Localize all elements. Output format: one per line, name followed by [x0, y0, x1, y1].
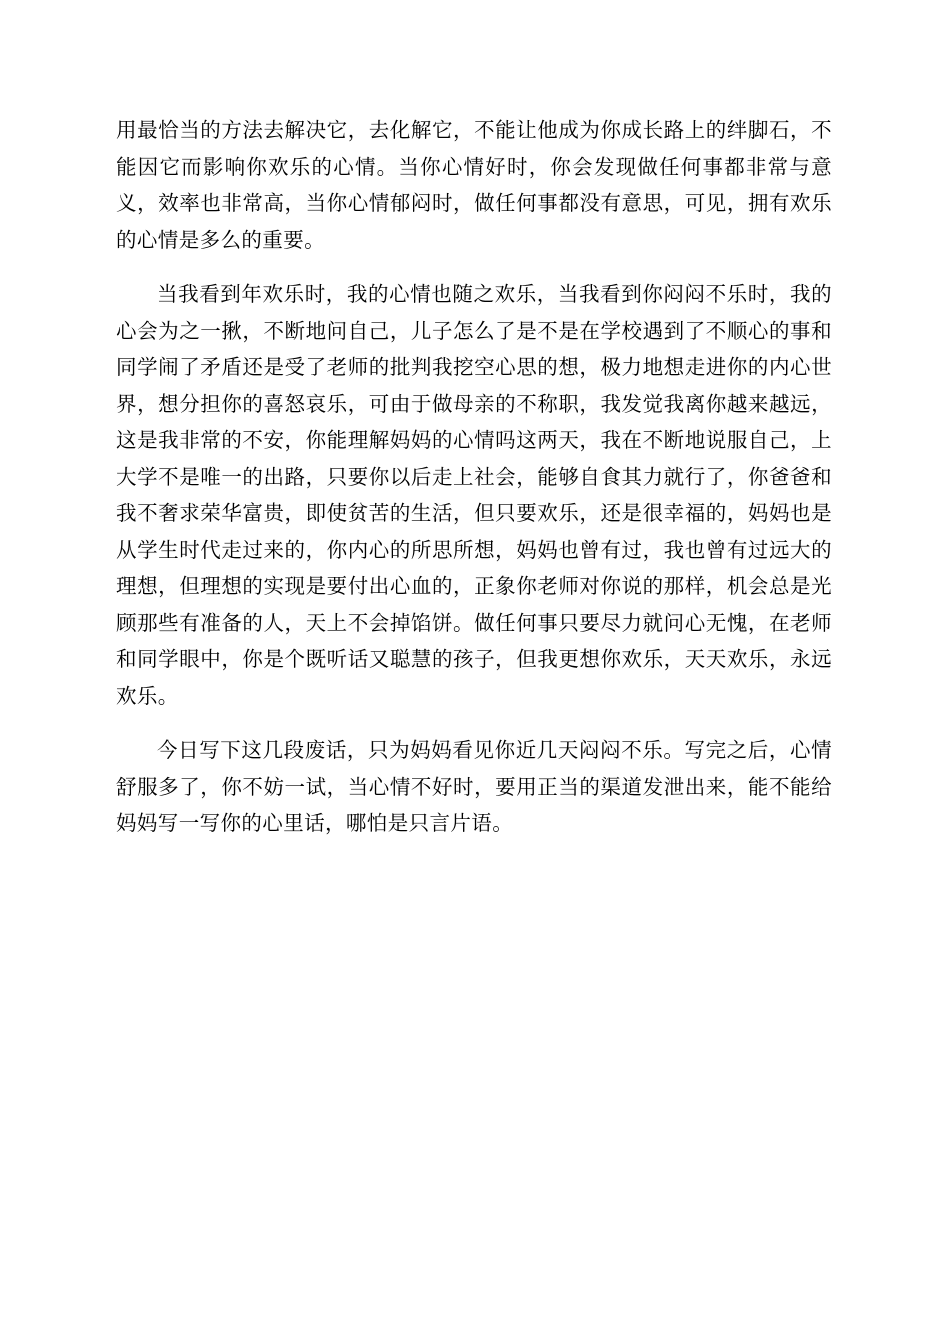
- paragraph-1: 用最恰当的方法去解决它，去化解它，不能让他成为你成长路上的绊脚石，不能因它而影响你欢乐的心情。当你心情好时，你会发现做任何事都非常与意义，效率也非常高，当你心情郁闷时，做任何事都没有意思，可见，拥有欢乐的心情是多么的重要。: [116, 118, 832, 252]
- paragraph-2: 当我看到年欢乐时，我的心情也随之欢乐，当我看到你闷闷不乐时，我的心会为之一揪，不断地问自己，儿子怎么了是不是在学校遇到了不顺心的事和同学闹了矛盾还是受了老师的批判我挖空心思的想，极力地想走进你的内心世界，想分担你的喜怒哀乐，可由于做母亲的不称职，我发觉我离你越来越远，这是我非常的不安，你能理解妈妈的心情吗这两天，我在不断地说服自己，上大学不是唯一的出路，只要你以后走上社会，能够自食其力就行了，你爸爸和我不奢求荣华富贵，即使贫苦的生活，但只要欢乐，还是很幸福的，妈妈也是从学生时代走过来的，你内心的所思所想，妈妈也曾有过，我也曾有过远大的理想，但理想的实现是要付出心血的，正象你老师对你说的那样，机会总是光顾那些有准备的人，天上不会掉馅饼。做任何事只要尽力就问心无愧，在老师和同学眼中，你是个既听话又聪慧的孩子，但我更想你欢乐，天天欢乐，永远欢乐。: [116, 282, 832, 708]
- document-body: [116, 112, 832, 860]
- paragraph-3: 今日写下这几段废话，只为妈妈看见你近几天闷闷不乐。写完之后，心情舒服多了，你不妨一试，当心情不好时，要用正当的渠道发泄出来，能不能给妈妈写一写你的心里话，哪怕是只言片语。: [116, 738, 832, 835]
